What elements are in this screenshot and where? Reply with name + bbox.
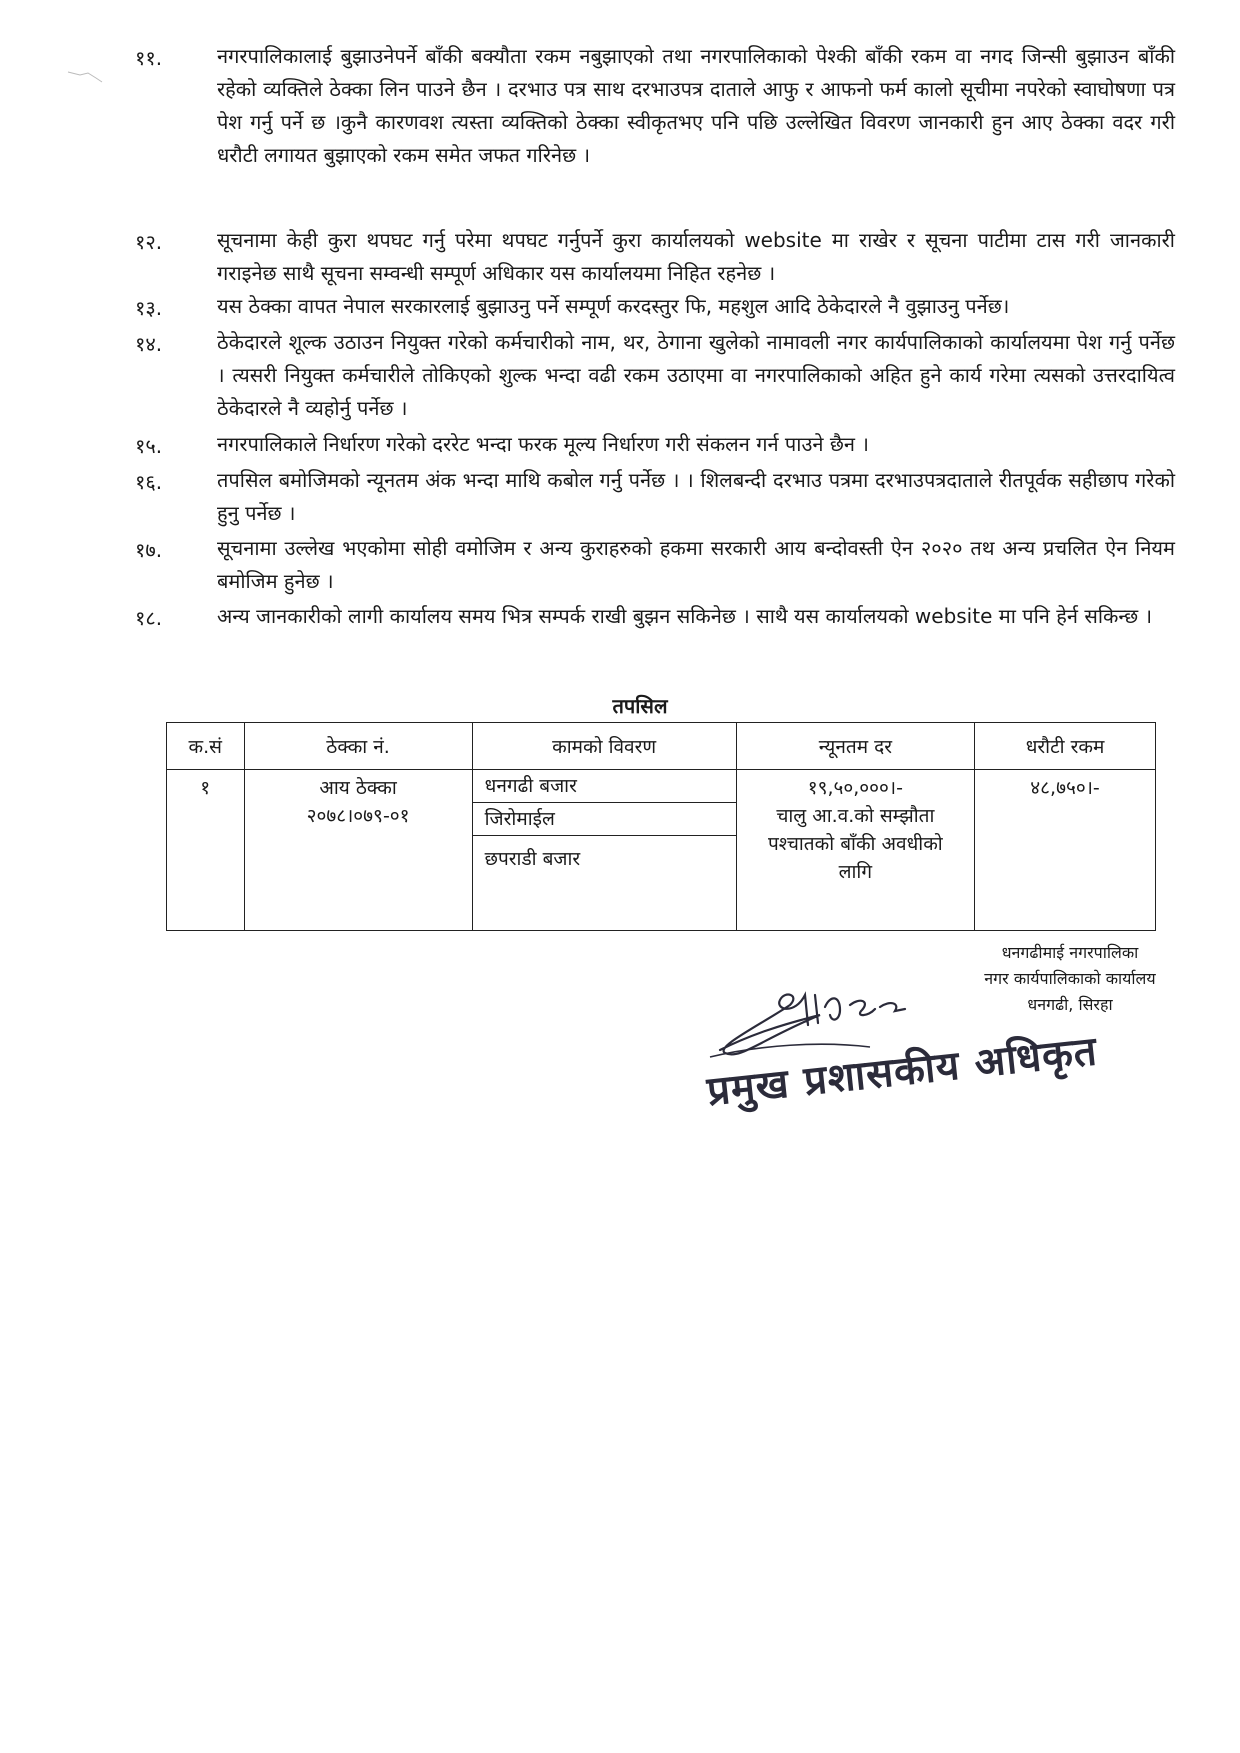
- clause-number: ११.: [135, 46, 163, 70]
- stamp-text: प्रमुख प्रशासकीय अधिकृत: [704, 1028, 1100, 1116]
- clause-text: अन्य जानकारीको लागी कार्यालय समय भित्र सम्पर्क राखी बुझन सकिनेछ । साथै यस कार्यालयको website मा पनि हेर्न सकिन्छ ।: [217, 604, 1153, 628]
- rate-note-line: चालु आ.व.को सम्झौता: [776, 805, 935, 827]
- clause-text: तपसिल बमोजिमको न्यूनतम अंक भन्दा माथि कबोल गर्नु पर्नेछ । । शिलबन्दी दरभाउ पत्रमा दरभाउपत्रदाताले रीतपूर्वक सहीछाप गरेको हुनु पर्नेछ ।: [217, 468, 1175, 525]
- rate-note-line: पश्चातको बाँकी अवधीको: [767, 833, 943, 855]
- rate-amount: १९,५०,०००।-: [807, 777, 903, 799]
- office-line: नगर कार्यपालिकाको कार्यालय: [984, 969, 1156, 988]
- rate-note-line: लागि: [838, 861, 873, 883]
- schedule-table: [166, 722, 1156, 931]
- clause-number: १३.: [135, 296, 163, 320]
- clause-18: [135, 600, 1175, 634]
- header-minimum-rate: न्यूनतम दर: [736, 723, 974, 770]
- header-serial: क.सं: [167, 723, 245, 770]
- clause-12: [135, 224, 1175, 290]
- office-line: धनगढीमाई नगरपालिका: [1001, 943, 1139, 962]
- clause-17: [135, 532, 1175, 598]
- schedule-caption: तपसिल: [612, 694, 668, 718]
- office-line: धनगढी, सिरहा: [1027, 995, 1113, 1014]
- header-contract-no: ठेक्का नं.: [244, 723, 472, 770]
- description-item: जिरोमाईल: [473, 803, 736, 836]
- clause-14: [135, 326, 1175, 425]
- clause-text: सूचनामा केही कुरा थपघट गर्नु परेमा थपघट गर्नुपर्ने कुरा कार्यालयको website मा राखेर र सूचना पाटीमा टास गरी जानकारी गराइनेछ साथै सूचना सम्वन्धी सम्पूर्ण अधिकार यस कार्यालयमा निहित रहनेछ ।: [217, 228, 1175, 285]
- cell-deposit: ४८,७५०।-: [975, 770, 1156, 931]
- cell-minimum-rate: [736, 770, 974, 931]
- issuing-office: [970, 940, 1170, 1018]
- header-deposit: धरौटी रकम: [975, 723, 1156, 770]
- clause-text: ठेकेदारले शूल्क उठाउन नियुक्त गरेको कर्मचारीको नाम, थर, ठेगाना खुलेको नामावली नगर कार्यपालिकाको कार्यालयमा पेश गर्नु पर्नेछ । त्यसरी नियुक्त कर्मचारीले तोकिएको शुल्क भन्दा वढी रकम उठाएमा वा नगरपालिकाको अहित हुने कार्य गरेमा त्यसको उत्तरदायित्व ठेकेदारले नै व्यहोर्नु पर्नेछ ।: [217, 330, 1175, 420]
- scan-mark: [66, 66, 106, 86]
- clause-number: १७.: [135, 538, 163, 562]
- clause-11: [135, 40, 1175, 172]
- clause-number: १५.: [135, 434, 163, 458]
- clause-text: यस ठेक्का वापत नेपाल सरकारलाई बुझाउनु पर्ने सम्पूर्ण करदस्तुर फि, महशुल आदि ठेकेदारले नै वुझाउनु पर्नेछ।: [217, 294, 1010, 318]
- clause-text: सूचनामा उल्लेख भएकोमा सोही वमोजिम र अन्य कुराहरुको हकमा सरकारी आय बन्दोवस्ती ऐन २०२० तथ अन्य प्रचलित ऐन नियम बमोजिम हुनेछ ।: [217, 536, 1175, 593]
- contract-type: आय ठेक्का: [319, 777, 397, 799]
- clause-16: [135, 464, 1175, 530]
- cell-contract-no: [244, 770, 472, 931]
- clause-number: १४.: [135, 332, 163, 356]
- clause-text: नगरपालिकालाई बुझाउनेपर्ने बाँकी बक्यौता रकम नबुझाएको तथा नगरपालिकाको पेश्की बाँकी रकम वा नगद जिन्सी बुझाउन बाँकी रहेको व्यक्तिले ठेक्का लिन पाउने छैन । दरभाउ पत्र साथ दरभाउपत्र दाताले आफु र आफनो फर्म कालो सूचीमा नपरेको स्वाघोषणा पत्र पेश गर्नु पर्ने छ ।कुनै कारणवश त्यस्ता व्यक्तिको ठेक्का स्वीकृतभए पनि पछि उल्लेखित विवरण जानकारी हुन आए ठेक्का वदर गरी धरौटी लगायत बुझाएको रकम समेत जफत गरिनेछ ।: [217, 44, 1175, 167]
- description-item: धनगढी बजार: [473, 770, 736, 803]
- clause-text: नगरपालिकाले निर्धारण गरेको दररेट भन्दा फरक मूल्य निर्धारण गरी संकलन गर्न पाउने छैन ।: [217, 432, 869, 456]
- clause-number: १८.: [135, 606, 163, 630]
- cell-description: [472, 770, 736, 931]
- clause-number: १२.: [135, 230, 163, 254]
- description-item: छपराडी बजार: [484, 848, 581, 870]
- official-stamp: [704, 1028, 1100, 1122]
- clause-15: [135, 428, 1175, 462]
- clause-13: [135, 290, 1175, 324]
- table-row: [167, 770, 1156, 931]
- table-header-row: [167, 723, 1156, 770]
- cell-serial: १: [167, 770, 245, 931]
- clause-number: १६.: [135, 470, 163, 494]
- header-description: कामको विवरण: [472, 723, 736, 770]
- contract-number: २०७८।०७९-०१: [306, 805, 410, 827]
